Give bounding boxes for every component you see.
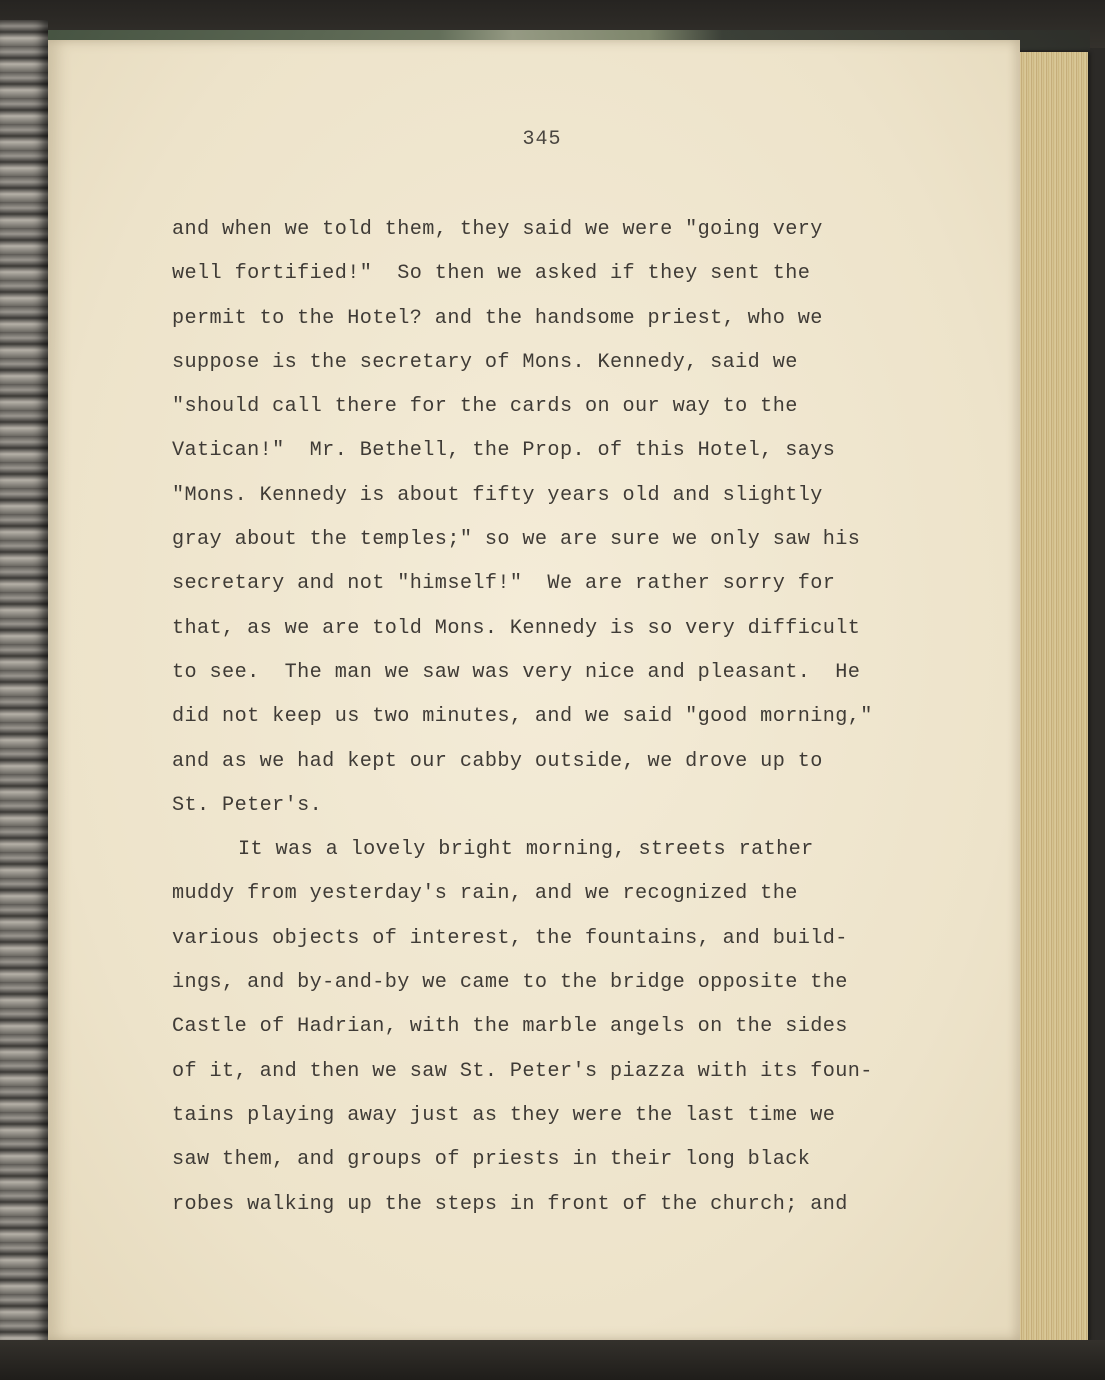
text-line: St. Peter's. xyxy=(172,793,323,817)
page-number: 345 xyxy=(522,128,562,151)
text-line: saw them, and groups of priests in their long black xyxy=(172,1148,811,1172)
book-page xyxy=(48,40,1020,1340)
paragraph-first-line: It was a lovely bright morning, streets rather xyxy=(238,838,814,862)
text-line: secretary and not "himself!" We are rather sorry for xyxy=(172,572,836,596)
text-line: of it, and then we saw St. Peter's piazza with its foun- xyxy=(172,1059,873,1083)
text-line: ings, and by-and-by we came to the bridge opposite the xyxy=(172,971,848,995)
text-line: and as we had kept our cabby outside, we drove up to xyxy=(172,749,823,773)
text-line: Castle of Hadrian, with the marble angels on the sides xyxy=(172,1015,848,1039)
text-line: various objects of interest, the fountains, and build- xyxy=(172,926,848,950)
text-line: did not keep us two minutes, and we said "good morning," xyxy=(172,705,873,729)
page-text xyxy=(172,212,932,1231)
text-line: Vatican!" Mr. Bethell, the Prop. of this Hotel, says xyxy=(172,439,836,463)
text-line: permit to the Hotel? and the handsome priest, who we xyxy=(172,306,823,330)
text-line: well fortified!" So then we asked if they sent the xyxy=(172,262,811,286)
text-line: "Mons. Kennedy is about fifty years old and slightly xyxy=(172,483,823,507)
text-line: muddy from yesterday's rain, and we recognized the xyxy=(172,882,798,906)
facing-page-edge xyxy=(0,20,48,1350)
text-line: suppose is the secretary of Mons. Kennedy, said we xyxy=(172,350,798,374)
text-line: robes walking up the steps in front of the church; and xyxy=(172,1192,848,1216)
text-line: to see. The man we saw was very nice and pleasant. He xyxy=(172,660,861,684)
text-line: "should call there for the cards on our way to the xyxy=(172,395,798,419)
book-cover-bottom xyxy=(0,1340,1105,1380)
text-line: tains playing away just as they were the last time we xyxy=(172,1103,836,1127)
text-line: that, as we are told Mons. Kennedy is so very difficult xyxy=(172,616,861,640)
page-edge-stack xyxy=(1012,52,1088,1342)
text-line: and when we told them, they said we were "going very xyxy=(172,218,823,241)
text-line: gray about the temples;" so we are sure we only saw his xyxy=(172,528,861,552)
